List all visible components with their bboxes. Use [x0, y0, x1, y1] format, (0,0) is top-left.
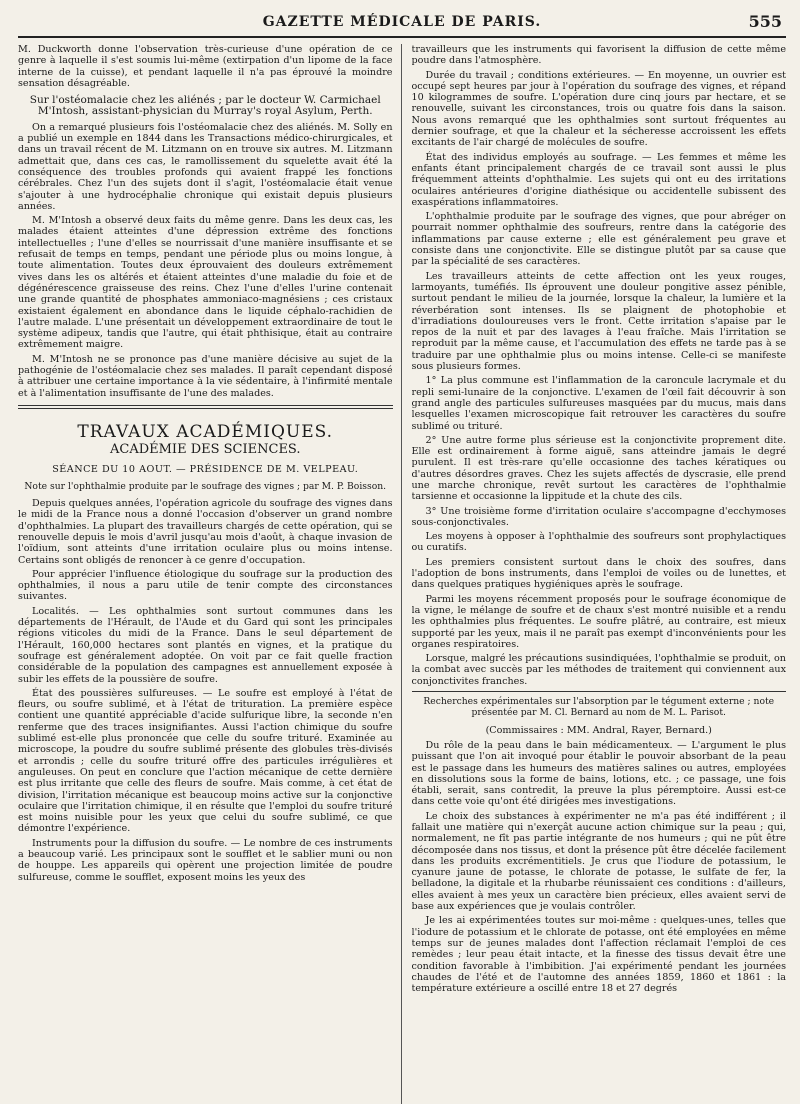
paragraph: Localités. — Les ophthalmies sont surtout communes dans les départements de l'Hérault, de l'Aude et du Gard qui sont les principales régions viticoles du midi de la France. Dans le seul département de l'Hérault, 160,000 hectares sont plantés en vignes, et la pratique du soufrage est généralement adoptée. On voit par ce fait quelle fraction considérable de la population des campagnes est annuellement exposée à subir les effets de la poussière de soufre.	[18, 605, 393, 685]
columns	[18, 44, 786, 1104]
left-column	[18, 44, 402, 1104]
single-rule	[412, 691, 787, 692]
paragraph: Lorsque, malgré les précautions susindiquées, l'ophthalmie se produit, on la combat avec succès par les méthodes de traitement qui conviennent aux conjonctivites franches.	[411, 653, 786, 687]
paragraph: Depuis quelques années, l'opération agricole du soufrage des vignes dans le midi de la France nous a donné l'occasion d'observer un grand nombre d'ophthalmies. La plupart des travailleurs chargés de cette opération, qui se renouvelle depuis le mois d'avril jusqu'au mois d'août, à chaque invasion de l'oïdium, sont atteints d'une irritation oculaire plus ou moins intense. Certains sont obligés de renoncer à ce genre d'occupation.	[18, 498, 393, 566]
session-line: SÉANCE DU 10 AOUT. — PRÉSIDENCE DE M. VELPEAU.	[52, 463, 359, 475]
paragraph: 1° La plus commune est l'inflammation de la caroncule lacrymale et du repli semi-lunaire de la conjonctive. L'examen de l'œil fait découvrir à son grand angle des particules sulfureuses masquées par du mucus, mais dans lesquelles l'examen microscopique fait retrouver les caractères du soufre sublimé ou trituré.	[411, 375, 786, 432]
commissaires: (Commissaires : MM. Andral, Rayer, Bernard.)	[485, 724, 712, 736]
paragraph: Durée du travail ; conditions extérieures. — En moyenne, un ouvrier est occupé sept heures par jour à l'opération du soufrage des vignes, et répand 10 kilogrammes de soufre. L'opération dure cinq jours par hectare, et se renouvelle, suivant les circonstances, trois ou quatre fois dans la saison. Nous avons remarqué que les ophthalmies sont surtout fréquentes au dernier soufrage, et que la chaleur et la sécheresse accroissent les effets excitants de l'air chargé de molécules de soufre.	[411, 69, 786, 149]
paragraph: travailleurs que les instruments qui favorisent la diffusion de cette même poudre dans l'atmosphère.	[411, 44, 786, 67]
paragraph: M. Duckworth donne l'observation très-curieuse d'une opération de ce genre à laquelle il s'est soumis lui-même (extirpation d'un lipome de la face interne de la cuisse), et pendant laquelle il n'a pas éprouvé la moindre sensation désagréable.	[18, 44, 393, 89]
paragraph: État des individus employés au soufrage. — Les femmes et même les enfants étant principalement chargés de ce travail sont aussi le plus fréquemment atteints d'ophthalmie. Les sujets qui ont eu des irritations oculaires antérieures d'origine diathésique ou accidentelle subissent des exaspérations inflammatoires.	[411, 151, 786, 208]
heading-academie: ACADÉMIE DES SCIENCES.	[109, 442, 301, 458]
page-number: 555	[748, 12, 782, 31]
page-header	[18, 8, 786, 38]
paragraph: Je les ai expérimentées toutes sur moi-même : quelques-unes, telles que l'iodure de potassium et le chlorate de potasse, ont été employées en même temps sur de jeunes malades dont l'affection réclamait l'emploi de ces remèdes ; leur peau était intacte, et la finesse des tissus devait être une condition favorable à l'imbibition. J'ai expérimenté pendant les journées chaudes de l'été et de l'automne des années 1859, 1860 et 1861 : la température extérieure a oscillé entre 18 et 27 degrés	[411, 915, 786, 995]
section-title: Sur l'ostéomalacie chez les aliénés ; par le docteur W. Carmichael M'Intosh, assistant-physician du Murray's royal Asylum, Perth.	[29, 94, 381, 118]
double-rule	[18, 405, 393, 409]
paragraph: Les moyens à opposer à l'ophthalmie des soufreurs sont prophylactiques ou curatifs.	[411, 531, 786, 554]
paragraph: Pour apprécier l'influence étiologique du soufrage sur la production des ophthalmies, il nous a paru utile de tenir compte des circonstances suivantes.	[18, 568, 393, 603]
paragraph: M. M'Intosh a observé deux faits du même genre. Dans les deux cas, les malades étaient atteintes d'une dépression extrême des fonctions intellectuelles ; l'une d'elles se nourrissait d'une manière insuffisante et se refusait de temps en temps, pendant une période plus ou moins longue, à toute alimentation. Toutes deux éprouvaient des douleurs extrêmement vives dans les os altérés et étaient atteintes d'une maladie du foie et de dégénérescence graisseuse des reins. Chez l'une d'elles l'urine contenait une grande quantité de phosphates ammoniaco-magnésiens ; ces cristaux existaient également en abondance dans le liquide céphalo-rachidien de l'autre malade. L'une présentait un développement extraordinaire de tout le système adipeux, tandis que l'autre, qui était phthisique, était au contraire extrêmement maigre.	[18, 215, 393, 351]
paragraph: État des poussières sulfureuses. — Le soufre est employé à l'état de fleurs, ou soufre sublimé, et à l'état de trituration. La première espèce contient une quantité appréciable d'acide sulfurique libre, la seconde n'en renferme que des traces insignifiantes. Aussi l'action chimique du soufre sublimé est-elle plus prononcée que celle du soufre trituré. Examinée au microscope, la poudre du soufre sublimé présente des globules très-divisés et arrondis ; celle du soufre trituré offre des particules irrégulières et anguleuses. On peut en conclure que l'action mécanique de cette dernière est plus irritante que celle des fleurs de soufre. Mais comme, à cet état de division, l'irritation mécanique est beaucoup moins active sur la conjonctive oculaire que l'irritation chimique, il en résulte que l'emploi du soufre trituré est moins nuisible pour les yeux que celui du soufre sublimé, ce que démontre l'expérience.	[18, 687, 393, 835]
paragraph: Le choix des substances à expérimenter ne m'a pas été indifférent ; il fallait une matière qui n'exerçât aucune action chimique sur la peau ; qui, normalement, ne fît pas partie intégrante de nos humeurs ; qui ne pût être décomposée dans nos tissus, et dont la présence pût être décelée facilement dans les produits excrémentitiels. Je crus que l'iodure de potassium, le cyanure jaune de potasse, le chlorate de potasse, le sulfate de fer, la belladone, la digitale et la rhubarbe réunissaient ces conditions : d'ailleurs, elles avaient à mes yeux un caractère bien précieux, elles avaient servi de base aux expériences que je voulais contrôler.	[411, 810, 786, 913]
paragraph: Parmi les moyens récemment proposés pour le soufrage économique de la vigne, le mélange de soufre et de chaux s'est montré nuisible et a rendu les ophthalmies plus fréquentes. Le soufre plâtré, au contraire, est mieux supporté par les yeux, mais il ne paraît pas exempt d'inconvénients pour les organes respiratoires.	[411, 593, 786, 650]
paragraph: Du rôle de la peau dans le bain médicamenteux. — L'argument le plus puissant que l'on ait invoqué pour établir le pouvoir absorbant de la peau est le passage dans les humeurs des matières salines ou autres, employées en dissolutions sous la forme de bains, lotions, etc. ; ce passage, une fois établi, serait, sans contredit, la preuve la plus péremptoire. Aussi est-ce dans cette voie qu'ont été dirigées mes investigations.	[411, 739, 786, 808]
paragraph: Les premiers consistent surtout dans le choix des soufres, dans l'adoption de bons instruments, dans l'emploi de voiles ou de lunettes, et dans quelques pratiques hygiéniques après le soufrage.	[411, 556, 786, 591]
heading-travaux: TRAVAUX ACADÉMIQUES.	[77, 421, 334, 442]
paragraph: 2° Une autre forme plus sérieuse est la conjonctivite proprement dite. Elle est ordinairement à forme aiguë, sans atteindre jamais le degré purulent. Il est très-rare qu'elle occasionne des taches kératiques ou d'autres désordres graves. Chez les sujets affectés de dyscrasie, elle prend une marche chronique, revêt surtout les caractères de l'ophthalmie tarsienne et occasionne la lippitude et la chute des cils.	[411, 434, 786, 503]
paragraph: 3° Une troisième forme d'irritation oculaire s'accompagne d'ecchymoses sous-conjonctivales.	[411, 505, 786, 528]
right-column	[412, 44, 787, 1104]
paragraph: Les travailleurs atteints de cette affection ont les yeux rouges, larmoyants, tuméfiés. Ils éprouvent une douleur pongitive assez pénible, surtout pendant le milieu de la journée, lorsque la chaleur, la lumière et la réverbération sont intenses. Ils se plaignent de photophobie et d'irradiations douloureuses vers le front. Cette irritation s'apaise par le repos de la nuit et par des lavages à l'eau fraîche. Mais l'irritation se reproduit par la même cause, et l'accumulation des effets ne tarde pas à se traduire par une ophthalmie plus ou moins intense. Celle-ci se manifeste sous plusieurs formes.	[411, 270, 786, 373]
journal-title: GAZETTE MÉDICALE DE PARIS.	[262, 14, 542, 30]
paragraph: On a remarqué plusieurs fois l'ostéomalacie chez des aliénés. M. Solly en a publié un exemple en 1844 dans les Transactions médico-chirurgicales, et dans un travail récent de M. Litzmann on en trouve six autres. M. Litzmann admettait que, dans ces cas, le ramollissement du squelette avait été la conséquence des troubles profonds qui avaient frappé les fonctions cérébrales. Chez l'un des sujets dont il s'agit, l'ostéomalacie était venue s'ajouter à une hydrocéphalie chronique qui existait depuis plusieurs années.	[18, 121, 393, 212]
note-title: Note sur l'ophthalmie produite par le soufrage des vignes ; par M. P. Boisson.	[24, 480, 387, 492]
paragraph: L'ophthalmie produite par le soufrage des vignes, que pour abréger on pourrait nommer ophthalmie des soufreurs, rentre dans la catégorie des inflammations par cause externe ; elle est généralement peu grave et consiste dans une conjonctivite. Elle se distingue plutôt par sa cause que par la spécialité de ses caractères.	[411, 211, 786, 268]
note-title-parisot: Recherches expérimentales sur l'absorption par le tégument externe ; note présentée par M. Cl. Bernard au nom de M. L. Parisot.	[423, 696, 775, 719]
paragraph: Instruments pour la diffusion du soufre. — Le nombre de ces instruments a beaucoup varié. Les principaux sont le soufflet et le sablier muni ou non de houppe. Les appareils qui opèrent une projection limitée de poudre sulfureuse, comme le soufflet, exposent moins les yeux des	[18, 837, 393, 883]
paragraph: M. M'Intosh ne se prononce pas d'une manière décisive au sujet de la pathogénie de l'ostéomalacie chez ses malades. Il paraît cependant disposé à attribuer une certaine importance à la vie sédentaire, à l'infirmité mentale et à l'alimentation insuffisante de l'une des malades.	[18, 353, 393, 399]
